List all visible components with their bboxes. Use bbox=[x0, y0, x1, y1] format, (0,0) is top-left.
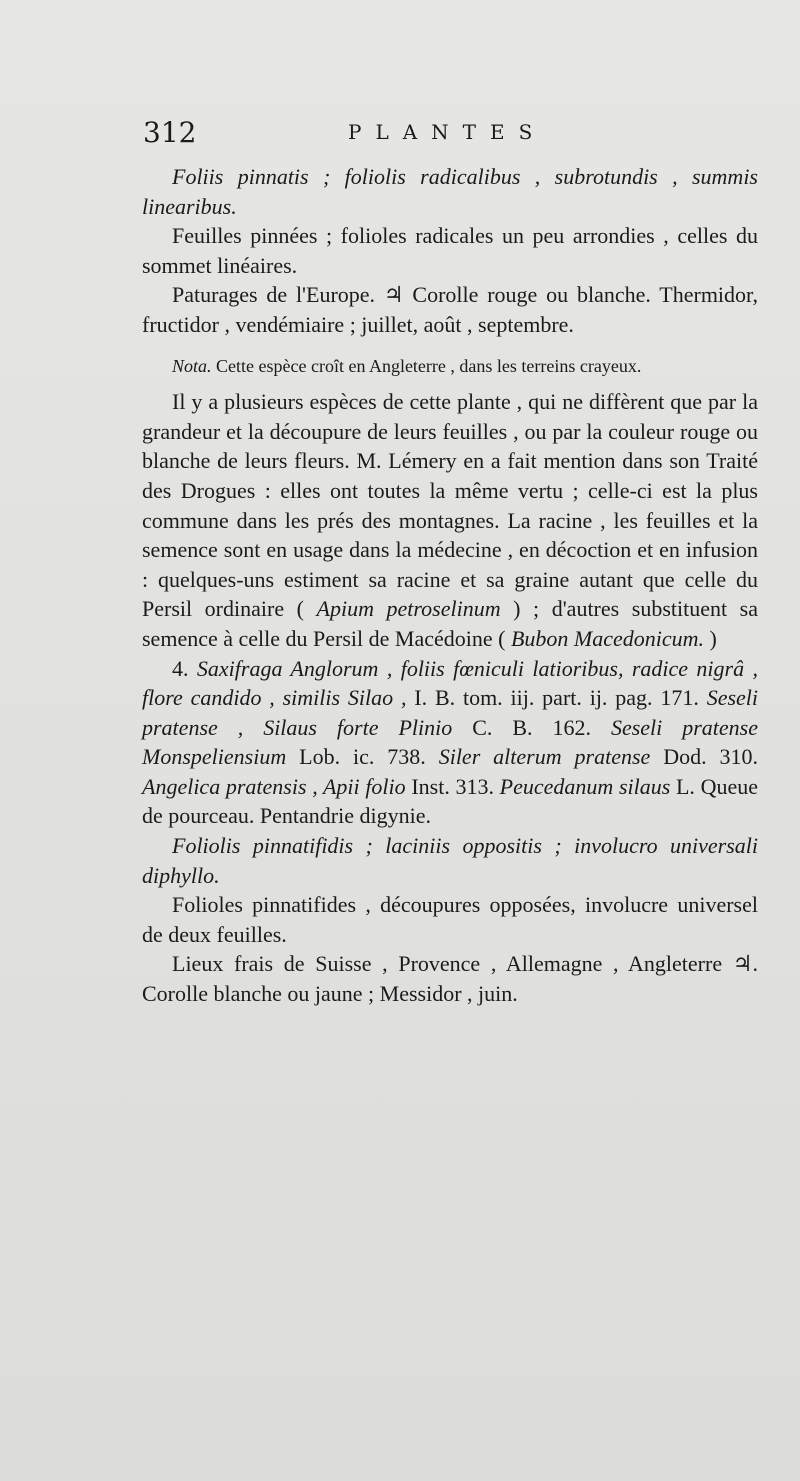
french-description-2: Folioles pinnatifides , découpures opposées, involucre universel de deux feuilles. bbox=[142, 892, 758, 947]
remarks-paragraph bbox=[142, 387, 758, 653]
habitat-paragraph: Paturages de l'Europe. ♃ Corolle rouge ou blanche. Thermidor, fructidor , vendémiaire ; juillet, août , septembre. bbox=[142, 282, 758, 337]
common-name-classification: L. Queue de pourceau. Pentandrie digynie. bbox=[142, 773, 759, 829]
citation-3: Lob. ic. 738. bbox=[299, 744, 426, 770]
running-title: PLANTES bbox=[348, 120, 547, 144]
citation-1: I. B. tom. iij. part. ij. pag. 171. bbox=[414, 685, 699, 711]
linnaean-name: Peucedanum silaus bbox=[499, 773, 671, 799]
nota-text: Cette espèce croît en Angleterre , dans les terreins crayeux. bbox=[216, 355, 642, 376]
remarks-text-b: ) ; d'autres substituent sa semence à celle du Persil de Macédoine ( bbox=[142, 596, 758, 651]
french-description: Feuilles pinnées ; folioles radicales un peu arrondies , celles du sommet linéaires. bbox=[142, 223, 758, 278]
citation-4: Dod. 310. bbox=[663, 744, 759, 770]
page-body bbox=[142, 162, 758, 1009]
species-number: 4. bbox=[172, 655, 189, 681]
latin-description: Foliis pinnatis ; foliolis radicalibus , subrotundis , summis linearibus. bbox=[142, 164, 758, 219]
synonym-5: Angelica pratensis , Apii folio bbox=[142, 773, 406, 799]
page-number: 312 bbox=[143, 116, 197, 149]
synonym-3: Seseli pratense Monspeliensium bbox=[142, 714, 758, 770]
apium-name: Apium petroselinum bbox=[316, 596, 501, 622]
page-header bbox=[143, 116, 563, 152]
citation-2: C. B. 162. bbox=[472, 714, 591, 740]
synonym-1: Saxifraga Anglorum , foliis fœniculi latioribus, radice nigrâ , flore candido , similis Silao , bbox=[142, 655, 758, 711]
habitat-paragraph-2: Lieux frais de Suisse , Provence , Allemagne , Angleterre ♃. Corolle blanche ou jaune ; Messidor , juin. bbox=[142, 951, 758, 1007]
remarks-text-a: Il y a plusieurs espèces de cette plante , qui ne diffèrent que par la grandeur et la découpure de leurs feuilles , ou par la couleur rouge ou blanche de leurs fleurs. M. Lémery en a fait mention dans son Traité des Drogues : elles ont toutes la même vertu ; celle-ci est la plus commune dans les prés des montagnes. La racine , les feuilles et la semence sont en usage dans la médecine , en décoction et en infusion : quelques-uns estiment sa racine et sa graine autant que celle du Persil ordinaire ( bbox=[142, 389, 758, 622]
latin-description-2: Foliolis pinnatifidis ; laciniis oppositis ; involucro universali diphyllo. bbox=[142, 833, 758, 888]
synonym-2: Seseli pratense , Silaus forte Plinio bbox=[142, 685, 759, 740]
citation-5: Inst. 313. bbox=[411, 773, 494, 799]
species-entry bbox=[142, 654, 758, 832]
bubon-name: Bubon Macedonicum. bbox=[510, 625, 705, 651]
nota-paragraph bbox=[142, 352, 758, 382]
remarks-text-c: ) bbox=[709, 625, 717, 651]
nota-label: Nota. bbox=[172, 355, 212, 376]
synonym-4: Siler alterum pratense bbox=[438, 744, 651, 770]
